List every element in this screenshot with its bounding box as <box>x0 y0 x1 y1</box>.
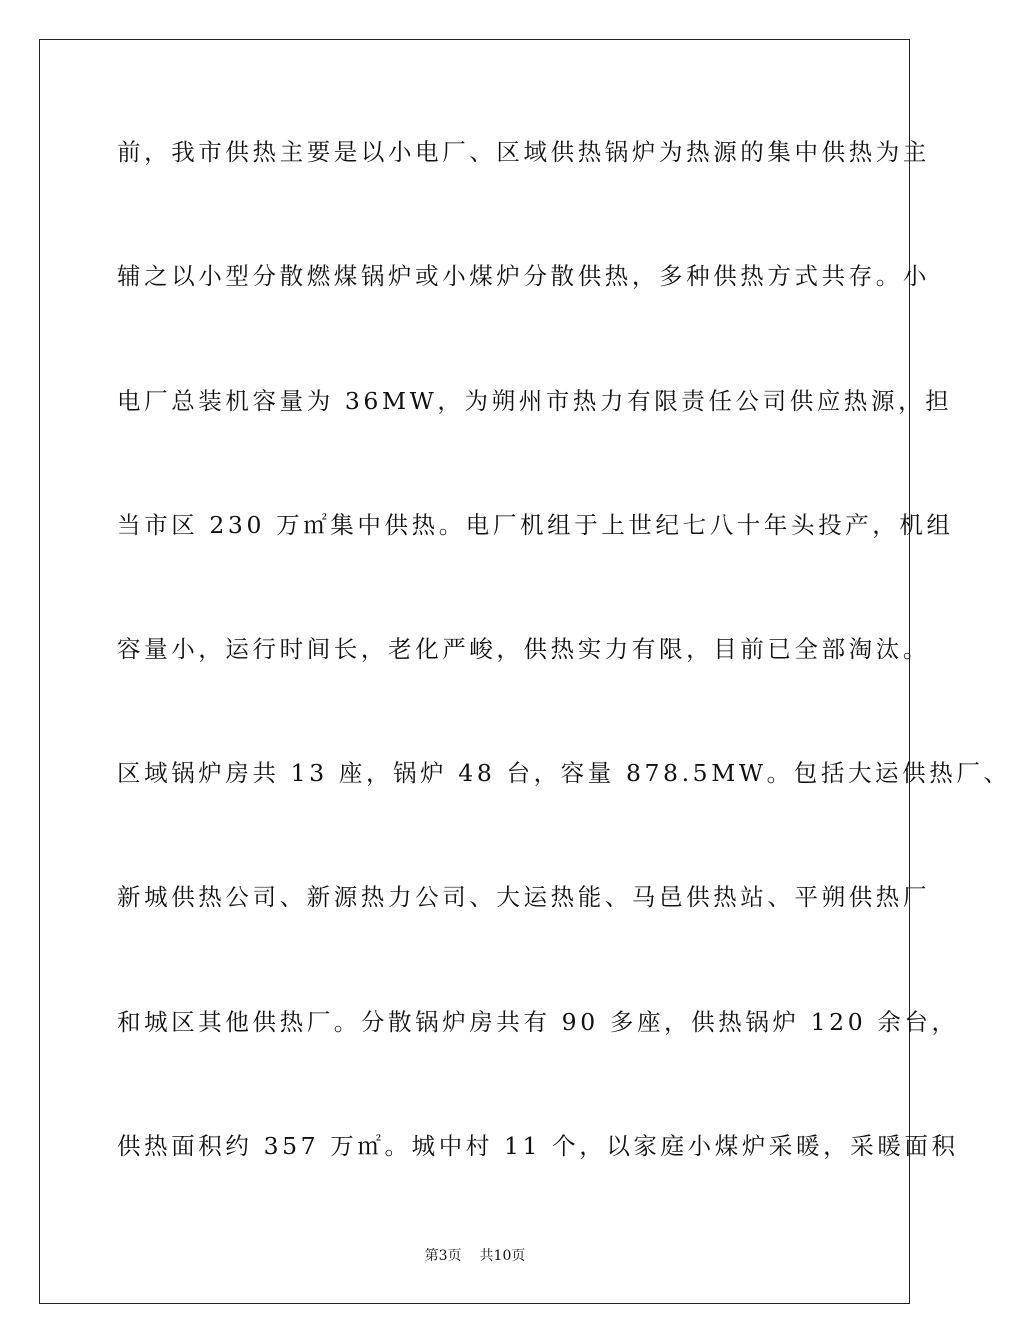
paragraph-line: 电厂总装机容量为 36MW，为朔州市热力有限责任公司供应热源，担 <box>117 387 953 415</box>
total-pages: 共10页 <box>479 1248 526 1264</box>
page-border <box>39 39 1011 1304</box>
paragraph-line: 当市区 230 万㎡集中供热。电厂机组于上世纪七八十年头投产，机组 <box>117 511 954 539</box>
paragraph-line: 容量小，运行时间长，老化严峻，供热实力有限，目前已全部淘汰。 <box>117 635 930 663</box>
paragraph-line: 区域锅炉房共 13 座，锅炉 48 台，容量 878.5MW。包括大运供热厂、 <box>117 759 1011 787</box>
page-footer <box>0 1247 950 1265</box>
paragraph-line: 和城区其他供热厂。分散锅炉房共有 90 多座，供热锅炉 120 余台， <box>117 1008 959 1036</box>
paragraph-line: 辅之以小型分散燃煤锅炉或小煤炉分散供热，多种供热方式共存。小 <box>117 262 930 290</box>
paragraph-line: 供热面积约 357 万㎡。城中村 11 个，以家庭小煤炉采暖，采暖面积 <box>117 1132 959 1160</box>
page-number: 第3页 <box>424 1248 462 1264</box>
paragraph-line: 新城供热公司、新源热力公司、大运热能、马邑供热站、平朔供热厂 <box>117 883 930 911</box>
paragraph-line: 前，我市供热主要是以小电厂、区域供热锅炉为热源的集中供热为主 <box>117 138 930 166</box>
